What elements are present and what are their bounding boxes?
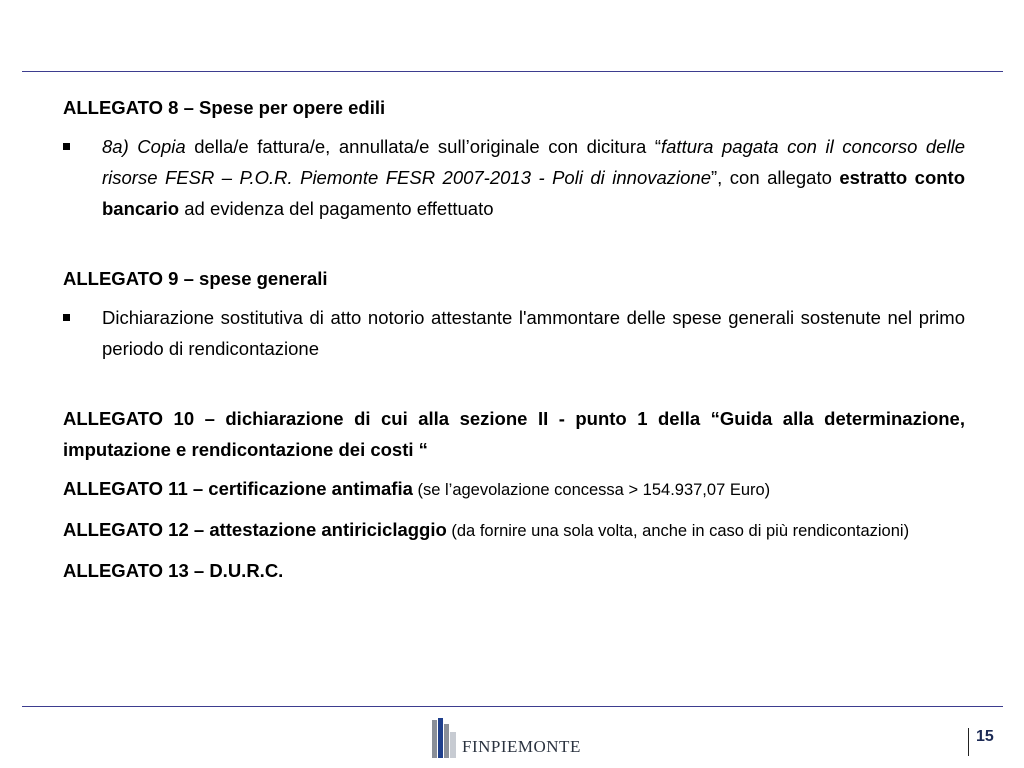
allegato8-lead: 8a) Copia bbox=[102, 136, 186, 157]
finpiemonte-mark-icon bbox=[432, 718, 458, 758]
spacer bbox=[63, 372, 965, 403]
allegato12-paragraph bbox=[63, 514, 965, 547]
allegato9-bullet-text: Dichiarazione sostitutiva di atto notorio attestante l'ammontare delle spese generali sostenute nel primo periodo di rendicontazione bbox=[102, 307, 965, 359]
allegato12-heading: ALLEGATO 12 – attestazione antiriciclaggio bbox=[63, 519, 447, 540]
square-bullet-icon bbox=[63, 314, 70, 321]
allegato8-text2: ”, con allegato bbox=[711, 167, 840, 188]
logo-text: FINPIEMONTE bbox=[462, 737, 581, 756]
allegato10-heading: ALLEGATO 10 – dichiarazione di cui alla sezione II - punto 1 della “Guida alla determinazione, imputazione e rendicontazione dei costi “ bbox=[63, 408, 965, 460]
allegato11-paragraph bbox=[63, 473, 965, 506]
allegato8-quote: fattura pagata con il concorso delle risorse FESR – P.O.R. Piemonte FESR 2007-2013 - Poli di innovazione bbox=[102, 136, 965, 188]
finpiemonte-logo bbox=[432, 718, 602, 758]
allegato11-note: (se l’agevolazione concessa > 154.937,07 Euro) bbox=[412, 481, 771, 499]
slide-content bbox=[63, 92, 965, 594]
allegato8-heading: ALLEGATO 8 – Spese per opere edili bbox=[63, 97, 386, 118]
allegato12-note: (da fornire una sola volta, anche in caso di più rendicontazioni) bbox=[446, 522, 910, 540]
square-bullet-icon bbox=[63, 143, 70, 150]
bottom-divider bbox=[22, 706, 1003, 707]
allegato9-bullet-item bbox=[63, 302, 965, 364]
page-number-separator bbox=[968, 728, 969, 756]
top-divider bbox=[22, 71, 1003, 72]
allegato8-text3: ad evidenza del pagamento effettuato bbox=[179, 198, 494, 219]
allegato11-heading: ALLEGATO 11 – certificazione antimafia bbox=[63, 478, 413, 499]
page-number: 15 bbox=[976, 728, 994, 745]
allegato8-bullet-item bbox=[63, 131, 965, 224]
allegato13-heading: ALLEGATO 13 – D.U.R.C. bbox=[63, 560, 284, 581]
allegato9-heading: ALLEGATO 9 – spese generali bbox=[63, 268, 328, 289]
spacer bbox=[63, 232, 965, 263]
allegato8-bold: estratto conto bancario bbox=[102, 167, 966, 219]
allegato8-text1: della/e fattura/e, annullata/e sull’originale con dicitura “ bbox=[185, 136, 661, 157]
